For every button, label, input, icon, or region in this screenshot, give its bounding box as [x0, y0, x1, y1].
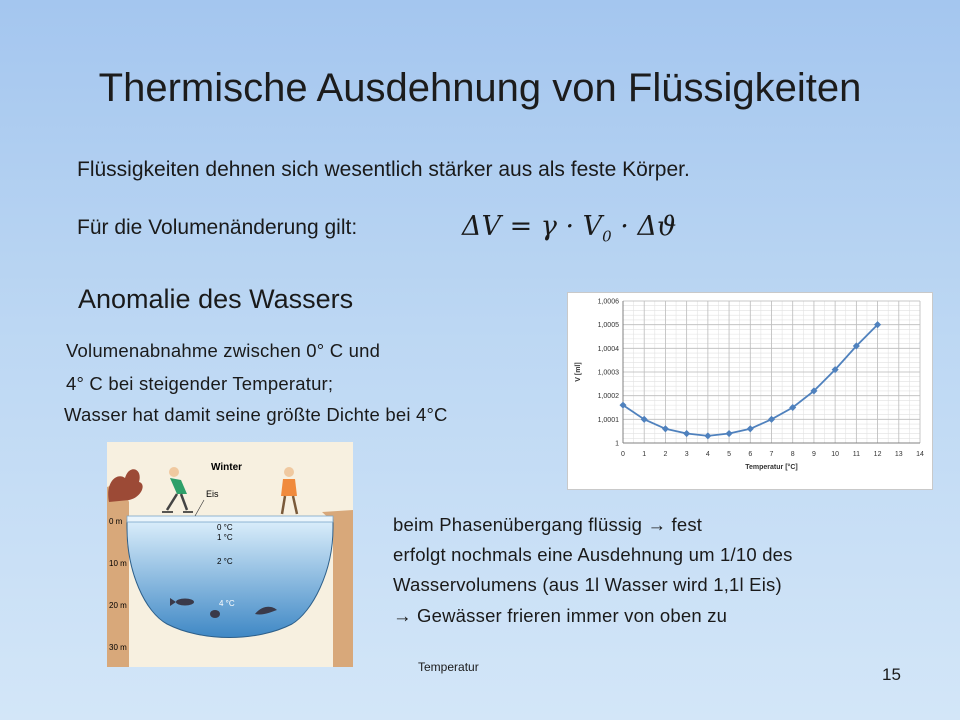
temperature-label: 1 °C — [217, 533, 233, 542]
depth-label: 30 m — [109, 643, 127, 652]
chart-x-tick-label: 0 — [621, 451, 625, 458]
anomaly-heading: Anomalie des Wassers — [78, 284, 354, 314]
temperature-label: 2 °C — [217, 557, 233, 566]
lake-title: Winter — [211, 462, 243, 473]
intro-text: Flüssigkeiten dehnen sich wesentlich stärker aus als feste Körper. — [77, 158, 690, 181]
chart-x-tick-label: 7 — [769, 451, 774, 458]
chart-x-tick-label: 1 — [642, 451, 647, 458]
depth-label: 20 m — [109, 601, 127, 610]
chart-data-point — [768, 416, 775, 423]
chart-y-tick-label: 1,0004 — [597, 345, 619, 353]
chart-data-point — [662, 425, 669, 432]
anomaly-line: 4° C bei steigender Temperatur; — [66, 373, 334, 394]
chart-y-tick-label: 1,0003 — [597, 369, 619, 377]
chart-x-tick-label: 2 — [663, 451, 668, 458]
chart-x-tick-label: 6 — [748, 451, 753, 458]
image-caption: Temperatur — [418, 660, 479, 674]
chart-data-point — [683, 430, 690, 437]
fish-icon — [210, 610, 220, 618]
formula-subscript: 0 — [602, 227, 612, 246]
chart-x-axis-label: Temperatur [°C] — [745, 464, 798, 471]
volume-chart — [567, 292, 933, 490]
formula-label: Für die Volumenänderung gilt: — [77, 216, 358, 239]
phase-line — [393, 605, 727, 627]
phase-line: Wasservolumens (aus 1l Wasser wird 1,1l Eis) — [393, 574, 782, 595]
formula-lhs: ΔV = γ · V — [462, 211, 603, 242]
phase-line-text: beim Phasenübergang flüssig → fest — [393, 514, 703, 535]
lake-illustration-svg — [107, 442, 353, 667]
chart-x-tick-label: 10 — [831, 451, 840, 458]
slide-title: Thermische Ausdehnung von Flüssigkeiten — [98, 66, 862, 110]
chart-data-point — [726, 430, 733, 437]
chart-x-tick-label: 5 — [727, 451, 732, 458]
chart-x-tick-label: 3 — [684, 451, 689, 458]
lake-illustration — [107, 442, 353, 667]
chart-x-tick-label: 14 — [916, 451, 924, 458]
volume-chart-svg — [568, 293, 932, 489]
chart-y-tick-label: 1 — [615, 440, 619, 448]
chart-y-tick-label: 1,0001 — [597, 416, 619, 424]
chart-y-axis-label: V [ml] — [575, 362, 582, 382]
chart-x-tick-label: 12 — [873, 451, 882, 458]
page-number: 15 — [882, 665, 901, 684]
ice-layer — [127, 516, 333, 522]
anomaly-line: Volumenabnahme zwischen 0° C und — [66, 340, 381, 361]
chart-x-tick-label: 13 — [894, 451, 903, 458]
temperature-label: 4 °C — [219, 599, 235, 608]
chart-y-tick-label: 1,0006 — [597, 298, 619, 306]
anomaly-line: Wasser hat damit seine größte Dichte bei 4°C — [64, 404, 448, 425]
phase-line — [393, 514, 702, 536]
depth-label: 10 m — [109, 559, 127, 568]
chart-x-tick-label: 8 — [790, 451, 795, 458]
chart-data-point — [747, 425, 754, 432]
chart-x-tick-label: 4 — [705, 451, 710, 458]
formula-rhs: · Δϑ — [611, 211, 677, 242]
chart-x-tick-label: 9 — [811, 451, 816, 458]
phase-line-text: → Gewässer frieren immer von oben zu — [393, 605, 728, 626]
volume-formula — [462, 211, 676, 245]
chart-y-tick-label: 1,0005 — [597, 322, 619, 330]
phase-line: erfolgt nochmals eine Ausdehnung um 1/10 des — [393, 544, 793, 565]
chart-y-tick-label: 1,0002 — [597, 393, 619, 401]
ice-label: Eis — [206, 489, 219, 499]
depth-label: 0 m — [109, 517, 123, 526]
temperature-label: 0 °C — [217, 523, 233, 532]
chart-x-tick-label: 11 — [852, 451, 860, 458]
